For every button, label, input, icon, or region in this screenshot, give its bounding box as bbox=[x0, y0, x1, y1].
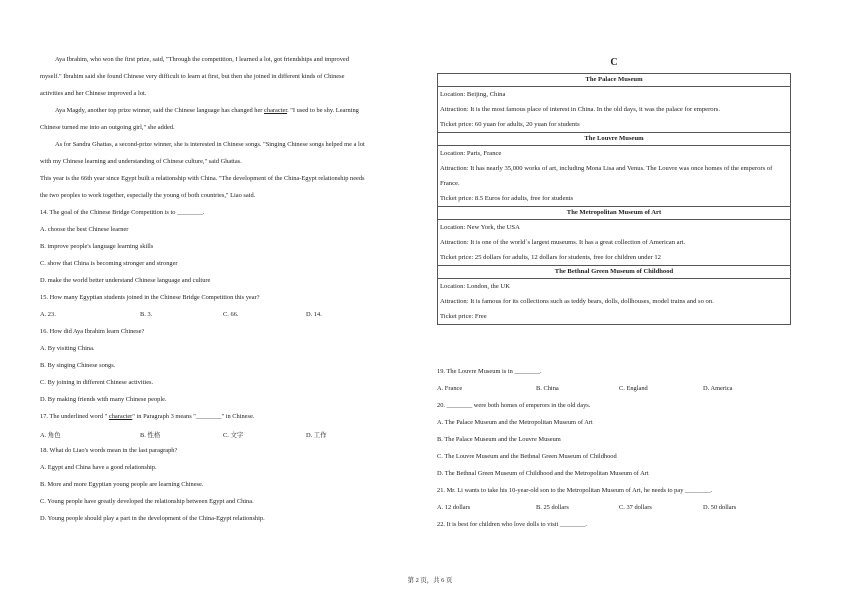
museum-location: Location: Paris, France bbox=[440, 150, 502, 157]
option[interactable]: D. 14. bbox=[306, 311, 322, 318]
question-14: 14. The goal of the Chinese Bridge Competition is to ________. bbox=[40, 209, 205, 216]
museum-location: Location: Beijing, China bbox=[440, 91, 506, 98]
underlined-word: character bbox=[108, 413, 133, 420]
museum-ticket: Ticket price: 8.5 Euros for adults, free for students bbox=[440, 195, 574, 202]
museum-info bbox=[438, 279, 791, 325]
museum-name: The Palace Museum bbox=[438, 74, 791, 87]
option[interactable]: A. The Palace Museum and the Metropolitan Museum of Art bbox=[437, 419, 593, 426]
option[interactable]: C. 66. bbox=[223, 311, 239, 318]
museum-attraction: Attraction: It is famous for its collections such as teddy bears, dolls, dollhouses, model trains and so on. bbox=[440, 298, 714, 305]
section-letter: C bbox=[610, 57, 618, 68]
museum-location: Location: New York, the USA bbox=[440, 224, 520, 231]
museum-ticket: Ticket price: Free bbox=[440, 313, 487, 320]
question-15: 15. How many Egyptian students joined in the Chinese Bridge Competition this year? bbox=[40, 294, 260, 301]
question-21: 21. Mr. Li wants to take his 10-year-old son to the Metropolitan Museum of Art, he needs to pay ________. bbox=[437, 487, 713, 494]
option[interactable]: C. The Louvre Museum and the Bethnal Green Museum of Childhood bbox=[437, 453, 617, 460]
passage-line: Aya Magdy, another top prize winner, said the Chinese language has changed her character. "I used to be shy. Learning bbox=[55, 107, 359, 114]
museum-ticket: Ticket price: 60 yuan for adults, 20 yuan for students bbox=[440, 121, 580, 128]
question-17: 17. The underlined word " character" in Paragraph 3 means "________" in Chinese. bbox=[40, 413, 255, 420]
option[interactable]: A. 12 dollars bbox=[437, 504, 471, 511]
passage-line: myself." Ibrahim said she found Chinese very difficult to learn at first, but then she joined in different kinds of Chinese bbox=[40, 73, 345, 80]
passage-line: Chinese turned me into an outgoing girl," she added. bbox=[40, 124, 175, 131]
option[interactable]: D. By making friends with many Chinese people. bbox=[40, 396, 167, 403]
question-19: 19. The Louvre Museum is in ________. bbox=[437, 368, 542, 375]
option[interactable]: B. More and more Egyptian young people are learning Chinese. bbox=[40, 481, 204, 488]
option[interactable]: B. 25 dollars bbox=[536, 504, 569, 511]
page-footer: 第 2 页，共 6 页 bbox=[407, 577, 453, 584]
museum-info bbox=[438, 146, 791, 207]
option[interactable]: C. 文字 bbox=[223, 432, 244, 439]
passage-line: activities and her Chinese improved a lot. bbox=[40, 90, 147, 97]
option[interactable]: D. make the world better understand Chinese language and culture bbox=[40, 277, 211, 284]
option[interactable]: A. By visiting China. bbox=[40, 345, 95, 352]
museum-attraction: Attraction: It has nearly 35,000 works of art, including Mona Lisa and Venus. The Louvre was once homes of the emperors of France. bbox=[440, 165, 773, 187]
option[interactable]: B. 性格 bbox=[140, 432, 161, 439]
question-22: 22. It is best for children who love dolls to visit ________. bbox=[437, 521, 587, 528]
question-20: 20. ________ were both homes of emperors in the old days. bbox=[437, 402, 591, 409]
museum-attraction: Attraction: It is one of the world`s largest museums. It has a great collection of American art. bbox=[440, 239, 686, 246]
question-16: 16. How did Aya Ibrahim learn Chinese? bbox=[40, 328, 145, 335]
option[interactable]: D. 工作 bbox=[306, 432, 327, 439]
option[interactable]: A. 23. bbox=[40, 311, 56, 318]
option[interactable]: A. Egypt and China have a good relationship. bbox=[40, 464, 157, 471]
option[interactable]: B. improve people's language learning skills bbox=[40, 243, 154, 250]
museum-name: The Metropolitan Museum of Art bbox=[438, 207, 791, 220]
option[interactable]: B. By singing Chinese songs. bbox=[40, 362, 116, 369]
passage-line: As for Sandra Ghattas, a second-prize winner, she is interested in Chinese songs. "Singing Chinese songs helped me a lot bbox=[55, 141, 365, 148]
option[interactable]: A. choose the best Chinese learner bbox=[40, 226, 129, 233]
question-18: 18. What do Liao's words mean in the last paragraph? bbox=[40, 447, 178, 454]
option[interactable]: A. France bbox=[437, 385, 463, 392]
museum-info bbox=[438, 220, 791, 266]
museum-name: The Louvre Museum bbox=[438, 133, 791, 146]
option[interactable]: B. The Palace Museum and the Louvre Museum bbox=[437, 436, 561, 443]
option[interactable]: C. show that China is becoming stronger and stronger bbox=[40, 260, 178, 267]
option[interactable]: C. 37 dollars bbox=[619, 504, 652, 511]
museum-info bbox=[438, 87, 791, 133]
option[interactable]: C. By joining in different Chinese activities. bbox=[40, 379, 154, 386]
passage-line: This year is the 66th year since Egypt built a relationship with China. "The development of the China-Egypt relationship needs bbox=[40, 175, 365, 182]
option[interactable]: D. The Bethnal Green Museum of Childhood and the Metropolitan Museum of Art bbox=[437, 470, 649, 477]
option[interactable]: C. Young people have greatly developed the relationship between Egypt and China. bbox=[40, 498, 254, 505]
option[interactable]: B. China bbox=[536, 385, 559, 392]
option[interactable]: D. America bbox=[703, 385, 733, 392]
option[interactable]: D. 50 dollars bbox=[703, 504, 737, 511]
passage-line: the two peoples to work together, especially the young of both countries," Liao said. bbox=[40, 192, 256, 199]
option[interactable]: D. Young people should play a part in the development of the China-Egypt relationship. bbox=[40, 515, 265, 522]
museum-ticket: Ticket price: 25 dollars for adults, 12 dollars for students, free for children under 12 bbox=[440, 254, 661, 261]
museum-location: Location: London, the UK bbox=[440, 283, 510, 290]
museum-attraction: Attraction: It is the most famous place of interest in China. In the old days, it was the palace for emperors. bbox=[440, 106, 720, 113]
underlined-word: character bbox=[264, 107, 288, 114]
option[interactable]: A. 角色 bbox=[40, 432, 61, 439]
passage-line: Aya Ibrahim, who won the first prize, said, "Through the competition, I learned a lot, got friendships and improved bbox=[55, 56, 349, 63]
option[interactable]: B. 3. bbox=[140, 311, 153, 318]
museum-name: The Bethnal Green Museum of Childhood bbox=[438, 266, 791, 279]
passage-line: with my Chinese learning and understanding of Chinese culture," said Ghattas. bbox=[40, 158, 242, 165]
option[interactable]: C. England bbox=[619, 385, 648, 392]
museum-table bbox=[437, 73, 791, 325]
